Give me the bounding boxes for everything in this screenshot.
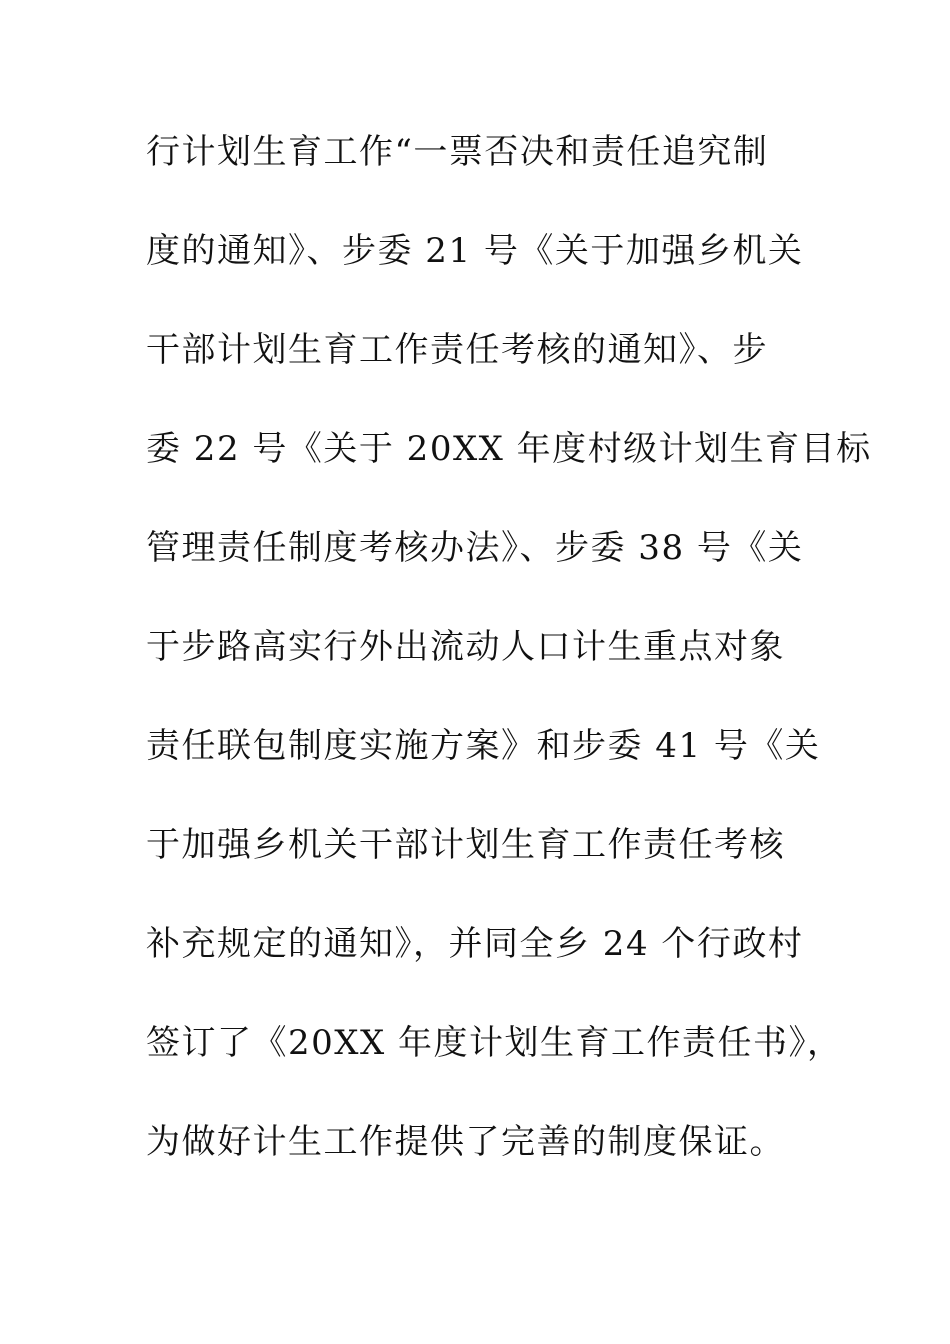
- body-paragraph: [146, 122, 872, 1211]
- text-line: 为做好计生工作提供了完善的制度保证。: [146, 1122, 785, 1162]
- text-line: 签订了《20XX 年度计划生育工作责任书》，: [146, 1023, 843, 1063]
- text-line: 干部计划生育工作责任考核的通知》、步: [146, 330, 768, 370]
- text-line: 于步路高实行外出流动人口计生重点对象: [146, 627, 785, 667]
- text-line: 委 22 号《关于 20XX 年度村级计划生育目标: [146, 429, 872, 469]
- text-line: 管理责任制度考核办法》、步委 38 号《关: [146, 528, 804, 568]
- text-line: 度的通知》、步委 21 号《关于加强乡机关: [146, 231, 804, 271]
- text-line: 行计划生育工作“一票否决和责任追究制: [146, 132, 769, 172]
- text-line: 补充规定的通知》，并同全乡 24 个行政村: [146, 924, 804, 964]
- text-line: 责任联包制度实施方案》和步委 41 号《关: [146, 726, 821, 766]
- text-line: 于加强乡机关干部计划生育工作责任考核: [146, 825, 785, 865]
